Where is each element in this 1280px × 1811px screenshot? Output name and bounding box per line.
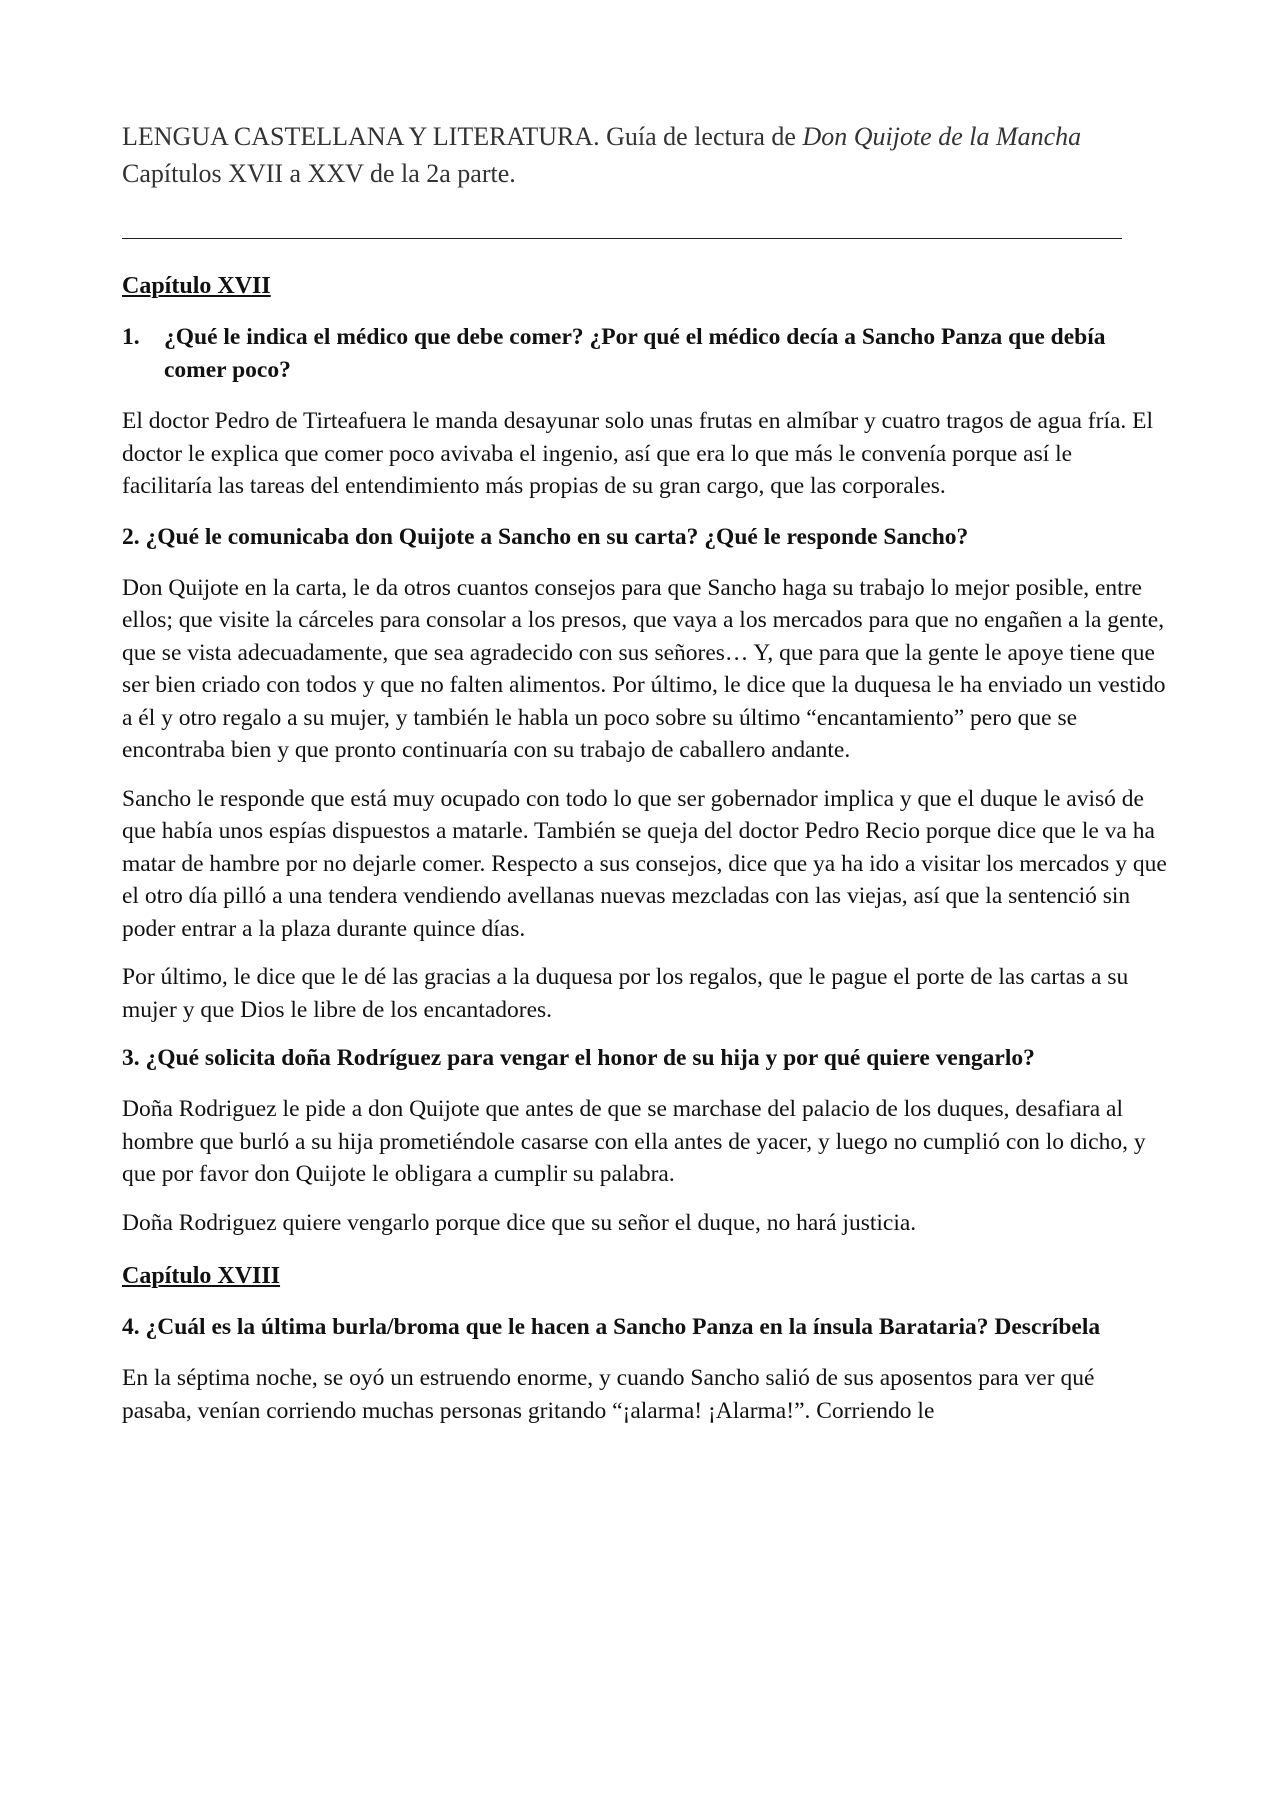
answer-4: En la séptima noche, se oyó un estruendo enorme, y cuando Sancho salió de sus aposentos para ver qué pasaba, venían corriendo muchas personas gritando “¡alarma! ¡Alarma!”. Corriendo le — [122, 1365, 1095, 1424]
document-page — [122, 118, 1167, 1427]
answer-3-paragraph-2: Doña Rodriguez quiere vengarlo porque dice que su señor el duque, no hará justicia. — [122, 1209, 917, 1236]
answer-2-paragraph-1: Don Quijote en la carta, le da otros cuantos consejos para que Sancho haga su trabajo lo mejor posible, entre ellos; que visite la cárceles para consolar a los presos, que vaya a los mercados para que no engañen a la gente, que se vista adecuadamente, que sea agradecido con sus señores… Y, que para que la gente le apoye tiene que ser bien criado con todos y que no falten alimentos. Por último, le dice que la duquesa le ha enviado un vestido a él y otro regalo a su mujer, y también le habla un poco sobre su último “encantamiento” pero que se encontraba bien y que pronto continuaría con su trabajo de caballero andante. — [122, 574, 1166, 763]
question-1-number: 1. — [122, 324, 140, 350]
header-prefix: LENGUA CASTELLANA Y LITERATURA. Guía de lectura de — [122, 122, 803, 151]
question-4: 4. ¿Cuál es la última burla/broma que le hacen a Sancho Panza en la ínsula Barataria? Descríbela — [122, 1314, 1101, 1340]
header-divider — [122, 238, 1122, 239]
answer-2-paragraph-2: Sancho le responde que está muy ocupado con todo lo que ser gobernador implica y que el duque le avisó de que había unos espías dispuestos a matarle. También se queja del doctor Pedro Recio porque dice que le va ha matar de hambre por no dejarle comer. Respecto a sus consejos, dice que ya ha ido a visitar los mercados y que el otro día pilló a una tendera vendiendo avellanas nuevas mezcladas con las viejas, así que la sentenció sin poder entrar a la plaza durante quince días. — [122, 785, 1167, 942]
question-1-text: ¿Qué le indica el médico que debe comer? ¿Por qué el médico decía a Sancho Panza que debía comer poco? — [164, 324, 1106, 383]
answer-2-paragraph-3: Por último, le dice que le dé las gracias a la duquesa por los regalos, que le pague el porte de las cartas a su mujer y que Dios le libre de los encantadores. — [122, 964, 1129, 1023]
document-header — [122, 118, 1167, 192]
chapter-heading-xvii: Capítulo XVII — [122, 273, 271, 299]
answer-1: El doctor Pedro de Tirteafuera le manda desayunar solo unas frutas en almíbar y cuatro tragos de agua fría. El doctor le explica que comer poco avivaba el ingenio, así que era lo que más le convenía porque así le facilitaría las tareas del entendimiento más propias de su gran cargo, que las corporales. — [122, 408, 1154, 499]
question-2: 2. ¿Qué le comunicaba don Quijote a Sancho en su carta? ¿Qué le responde Sancho? — [122, 523, 969, 550]
question-1 — [122, 321, 1167, 387]
header-suffix: Capítulos XVII a XXV de la 2a parte. — [122, 159, 516, 188]
book-title: Don Quijote de la Mancha — [802, 122, 1082, 151]
chapter-heading-xviii: Capítulo XVIII — [122, 1263, 281, 1289]
answer-3-paragraph-1: Doña Rodriguez le pide a don Quijote que antes de que se marchase del palacio de los duques, desafiara al hombre que burló a su hija prometiéndole casarse con ella antes de yacer, y luego no cumplió con lo dicho, y que por favor don Quijote le obligara a cumplir su palabra. — [122, 1096, 1146, 1187]
question-3: 3. ¿Qué solicita doña Rodríguez para vengar el honor de su hija y por qué quiere vengarlo? — [122, 1045, 1035, 1071]
